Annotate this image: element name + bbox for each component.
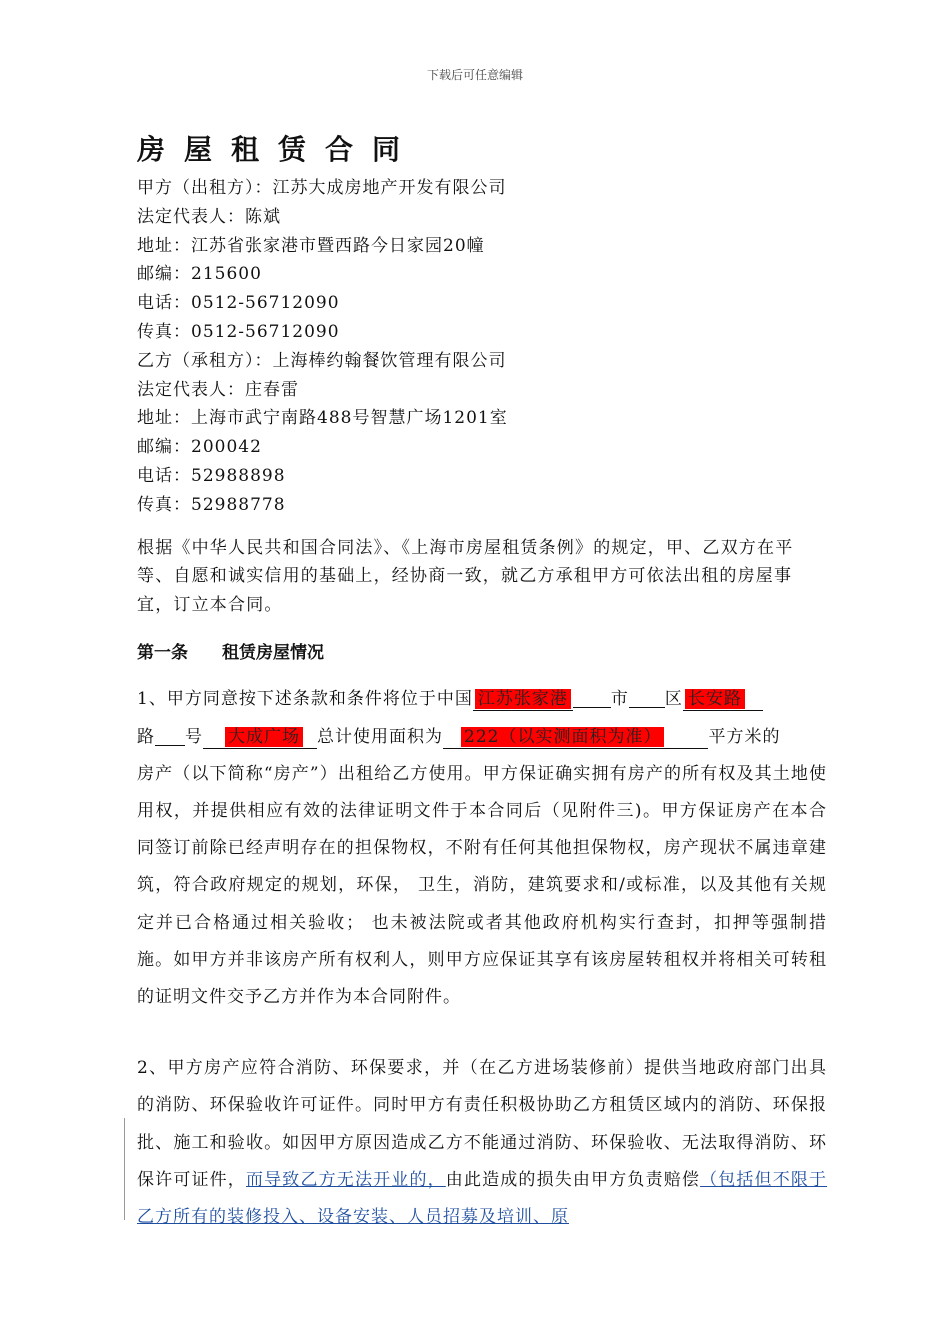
clause-2-text-2: 由此造成的损失由甲方负责赔偿 xyxy=(445,1169,701,1190)
party-b-name: 乙方（承租方）：上海棒约翰餐饮管理有限公司 xyxy=(137,350,507,371)
party-a-block xyxy=(137,174,827,347)
page-header-note: 下载后可任意编辑 xyxy=(426,68,523,82)
district-blank xyxy=(629,685,665,708)
article-1-heading xyxy=(137,639,827,667)
city-value: 江苏张家港 xyxy=(475,689,571,709)
party-a-name: 甲方（出租方）：江苏大成房地产开发有限公司 xyxy=(137,178,507,198)
area-label: 总计使用面积为 xyxy=(317,726,443,747)
road-value: 长安路 xyxy=(685,689,745,709)
party-a-fax: 传真：0512-56712090 xyxy=(137,321,340,342)
area-unit: 平方米的 xyxy=(708,726,781,747)
number-blank xyxy=(155,723,185,746)
revision-margin-bar xyxy=(124,1118,125,1220)
clause-1-prefix: 1、甲方同意按下述条款和条件将位于中国 xyxy=(137,689,473,710)
building-value: 大成广场 xyxy=(225,727,303,747)
party-a-postcode: 邮编：215600 xyxy=(137,264,262,285)
clause-2 xyxy=(137,1050,827,1236)
city-blank xyxy=(573,685,611,708)
clause-1 xyxy=(137,681,827,1016)
number-label: 号 xyxy=(185,726,203,747)
city-label: 市 xyxy=(610,689,629,710)
document-title: 房屋租赁合同 xyxy=(137,133,420,166)
party-a-rep: 法定代表人：陈斌 xyxy=(137,206,281,227)
area-field xyxy=(443,726,708,749)
clause-2-revision-1: 而导致乙方无法开业的， xyxy=(245,1169,446,1190)
district-label: 区 xyxy=(664,689,683,710)
document-body xyxy=(137,128,827,1236)
party-b-phone: 电话：52988898 xyxy=(137,465,286,486)
party-b-rep: 法定代表人：庄春雷 xyxy=(137,379,299,400)
article-1-number: 第一条 xyxy=(137,643,188,664)
clause-2-text-1: 2、甲方房产应符合消防、环保要求，并（在乙方进场装修前）提供当地政府部门出具的消防、环保验收许可证件。同时甲方有责任积极协助乙方租赁区域内的消防、环保报批、施工和验收。如因甲方原因造成乙方不能通过消防、环保验收、无法取得消防、环保许可证件， xyxy=(137,1058,827,1190)
party-b-fax: 传真：52988778 xyxy=(137,494,286,515)
road-label: 路 xyxy=(137,726,155,747)
party-b-postcode: 邮编：200042 xyxy=(137,437,262,458)
city-field xyxy=(473,688,573,711)
party-a-phone: 电话：0512-56712090 xyxy=(137,293,340,314)
road-field xyxy=(683,688,763,711)
contract-intro: 根据《中华人民共和国合同法》、《上海市房屋租赁条例》的规定，甲、乙双方在平等、自愿和诚实信用的基础上，经协商一致，就乙方承租甲方可依法出租的房屋事宜，订立本合同。 xyxy=(137,537,794,615)
party-a-address: 地址：江苏省张家港市暨西路今日家园20幢 xyxy=(137,235,485,256)
area-value: 222（以实测面积为准） xyxy=(461,727,664,747)
party-b-block xyxy=(137,347,827,520)
building-field xyxy=(203,726,317,749)
article-1-title: 租赁房屋情况 xyxy=(222,643,324,664)
clause-2-revision-2: （包括但不限于乙方所有的装修投入、设备安装、人员招募及培训、原 xyxy=(137,1169,828,1227)
clause-1-body: 房产（以下简称“房产”）出租给乙方使用。甲方保证确实拥有房产的所有权及其土地使用权，并提供相应有效的法律证明文件于本合同后（见附件三)。甲方保证房产在本合同签订前除已经声明存在的担保物权，不附有任何其他担保物权，房产现状不属违章建筑，符合政府规定的规划，环保， 卫生，消防，建筑要求和/或标准，以及其他有关规定并已合格通过相关验收； 也未被法院或者其他政府机构实行查封，扣押等强制措施。如甲方并非该房产所有权利人，则甲方应保证其享有该房屋转租权并将相关可转租的证明文件交予乙方并作为本合同附件。 xyxy=(137,763,827,1007)
party-b-address: 地址：上海市武宁南路488号智慧广场1201室 xyxy=(137,408,508,429)
